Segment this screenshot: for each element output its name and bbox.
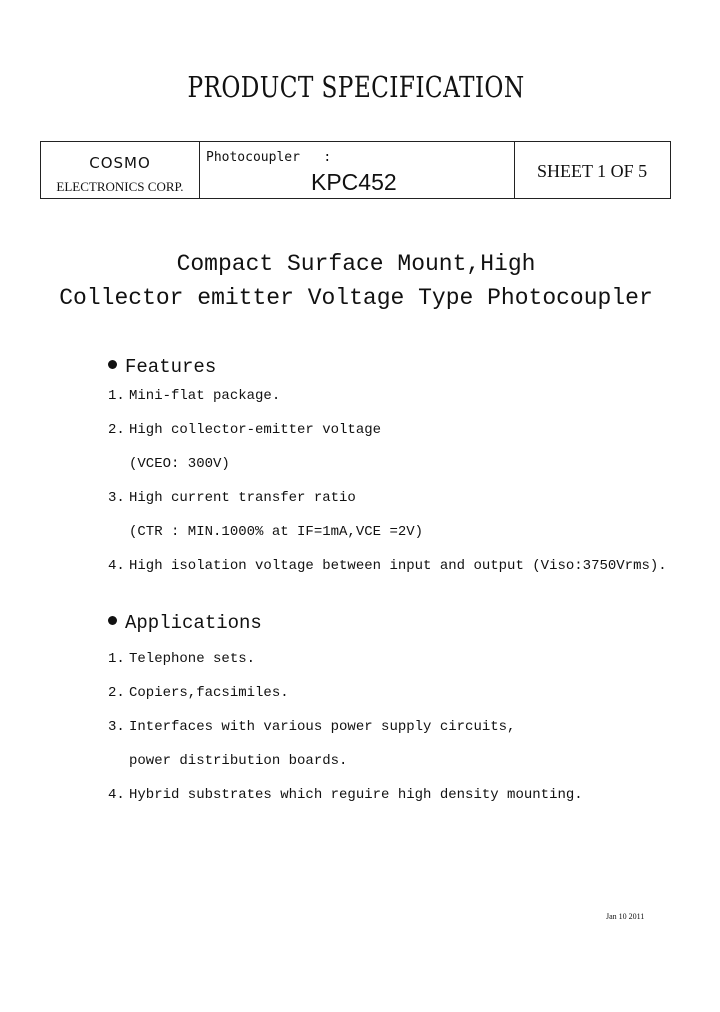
list-item — [108, 524, 668, 544]
features-heading — [108, 356, 216, 378]
list-item — [108, 490, 668, 510]
applications-heading-text: Applications — [125, 612, 262, 634]
item-text: Mini-flat package. — [129, 388, 281, 404]
list-item — [108, 719, 668, 739]
list-item — [108, 456, 668, 476]
item-number: 3. — [108, 490, 125, 506]
item-number: 1. — [108, 388, 125, 404]
document-title: PRODUCT SPECIFICATION — [187, 70, 525, 104]
list-item — [108, 787, 668, 807]
item-number: 4. — [108, 787, 125, 803]
bullet-icon — [108, 616, 117, 625]
list-item — [108, 685, 668, 705]
company-subtitle: ELECTRONICS CORP. — [56, 179, 184, 194]
subtitle-line-2: Collector emitter Voltage Type Photocoupler — [59, 285, 653, 311]
list-item — [108, 388, 668, 408]
item-text: Copiers,facsimiles. — [129, 685, 289, 701]
list-item — [108, 753, 668, 773]
item-text: High collector-emitter voltage — [129, 422, 382, 438]
item-text: Hybrid substrates which reguire high density mounting. — [129, 787, 583, 803]
item-text: (CTR : MIN.1000% at IF=1mA,VCE =2V) — [129, 524, 424, 540]
header-box — [40, 141, 671, 199]
item-text: High isolation voltage between input and output (Viso:3750Vrms). — [129, 558, 667, 574]
sheet-number: SHEET 1 OF 5 — [537, 161, 648, 181]
header-divider — [514, 142, 515, 198]
subtitle-line-1: Compact Surface Mount,High — [176, 251, 536, 277]
features-heading-text: Features — [125, 356, 217, 378]
product-category: Photocoupler : — [206, 150, 332, 165]
model-number: KPC452 — [311, 169, 397, 195]
item-text: (VCEO: 300V) — [129, 456, 230, 472]
list-item — [108, 558, 688, 578]
item-number: 1. — [108, 651, 125, 667]
item-number: 2. — [108, 685, 125, 701]
item-number: 3. — [108, 719, 125, 735]
applications-heading — [108, 612, 262, 634]
list-item — [108, 422, 668, 442]
header-divider — [199, 142, 200, 198]
item-text: Interfaces with various power supply circuits, — [129, 719, 516, 735]
item-text: High current transfer ratio — [129, 490, 356, 506]
item-number: 4. — [108, 558, 125, 574]
company-name: cosmo — [89, 149, 151, 174]
item-number: 2. — [108, 422, 125, 438]
item-text: power distribution boards. — [129, 753, 348, 769]
revision-date: Jan 10 2011 — [606, 912, 645, 921]
bullet-icon — [108, 360, 117, 369]
item-text: Telephone sets. — [129, 651, 256, 667]
list-item — [108, 651, 668, 671]
